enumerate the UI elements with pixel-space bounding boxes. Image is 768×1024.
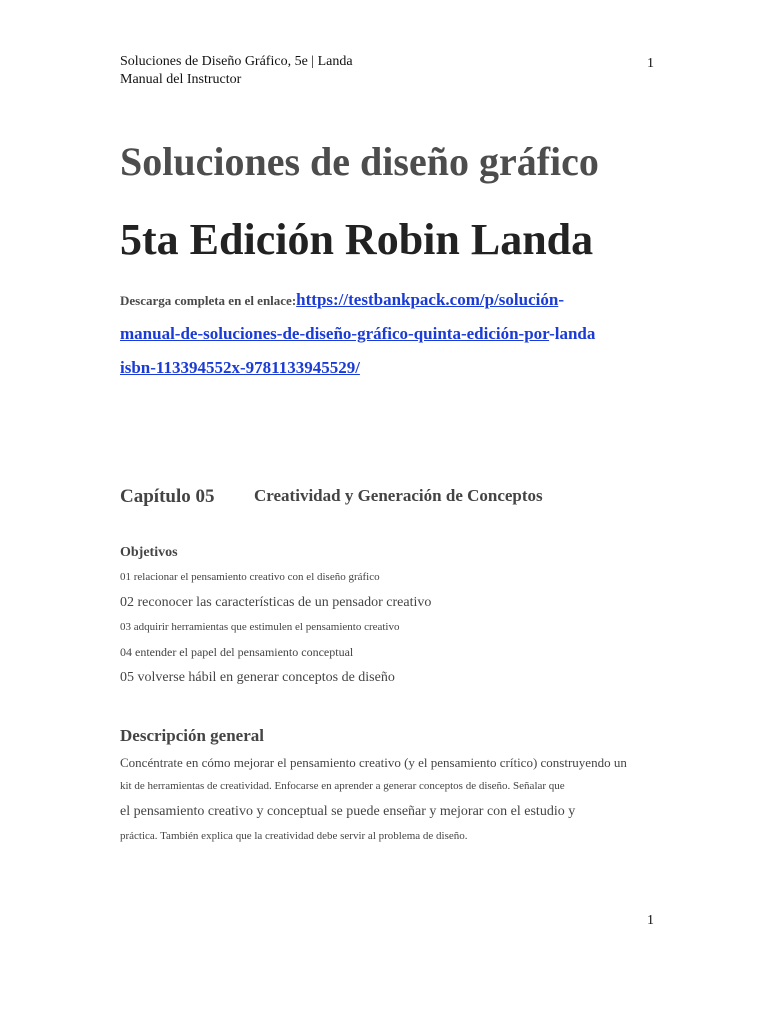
header-subtitle: Manual del Instructor [120,72,242,87]
header-page-number: 1 [647,56,654,71]
download-link-part-1[interactable]: https://testbankpack.com/p/solución [296,290,559,309]
objective-item: 02 reconocer las características de un pensador creativo [120,595,432,610]
download-link-part-3[interactable]: isbn-113394552x-9781133945529/ [120,358,360,377]
description-line: el pensamiento creativo y conceptual se puede enseñar y mejorar con el estudio y [120,804,576,819]
objective-item: 03 adquirir herramientas que estimulen el pensamiento creativo [120,621,400,633]
objective-item: 04 entender el papel del pensamiento conceptual [120,645,354,659]
chapter-number: Capítulo 05 [120,486,215,507]
objective-item: 01 relacionar el pensamiento creativo con el diseño gráfico [120,571,380,583]
document-title: Soluciones de diseño gráfico [120,139,599,184]
download-link-part-2[interactable]: manual-de-soluciones-de-diseño-gráfico-quinta-edición-por [120,324,550,343]
download-line-2 [120,324,595,344]
download-link-suffix: -landa [549,324,596,343]
chapter-name: Creatividad y Generación de Conceptos [254,486,543,505]
objective-item: 05 volverse hábil en generar conceptos de diseño [120,670,395,685]
description-heading: Descripción general [120,726,264,745]
description-line: kit de herramientas de creatividad. Enfocarse en aprender a generar conceptos de diseño. Señalar que [120,780,565,792]
footer-page-number: 1 [647,913,654,928]
description-line: Concéntrate en cómo mejorar el pensamiento creativo (y el pensamiento crítico) construyendo un [120,755,627,770]
download-line-3 [120,358,360,378]
document-edition: 5ta Edición Robin Landa [120,215,594,264]
download-label: Descarga completa en el enlace: [120,293,297,308]
header-title: Soluciones de Diseño Gráfico, 5e | Landa [120,54,353,69]
download-line-1 [120,290,564,310]
objectives-heading: Objetivos [120,545,178,560]
download-dash: - [558,290,564,309]
description-line: práctica. También explica que la creatividad debe servir al problema de diseño. [120,830,468,842]
